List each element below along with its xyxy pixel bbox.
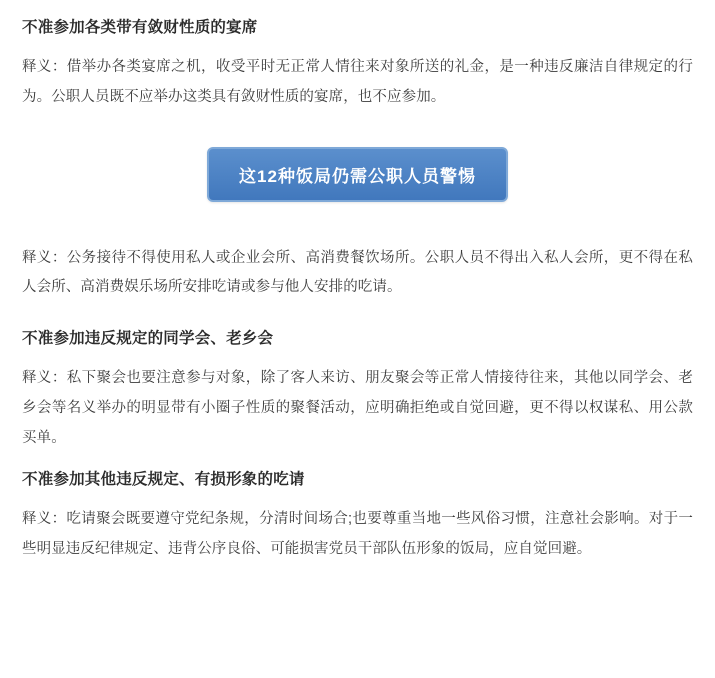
section-heading-1: 不准参加各类带有敛财性质的宴席 — [22, 19, 258, 36]
section-paragraph-3: 释义：吃请聚会既要遵守党纪条规，分清时间场合;也要尊重当地一些风俗习惯，注意社会影响。对于一些明显违反纪律规定、违背公序良俗、可能损害党员干部队伍形象的饭局，应自觉回避。 — [22, 510, 693, 557]
spacer — [22, 317, 693, 321]
section-heading-2: 不准参加违反规定的同学会、老乡会 — [22, 330, 274, 348]
paragraph-after-banner: 释义：公务接待不得使用私人或企业会所、高消费餐饮场所。公职人员不得出入私人会所，更不得在私人会所、高消费娱乐场所安排吃请或参与他人安排的吃请。 — [22, 249, 693, 296]
section-heading-3: 不准参加其他违反规定、有损形象的吃请 — [22, 470, 305, 488]
section-paragraph-2: 释义：私下聚会也要注意参与对象，除了客人来访、朋友聚会等正常人情接待往来，其他以同学会、老乡会等名义举办的明显带有小圈子性质的聚餐活动，应明确拒绝或自觉回避，更不得以权谋私、用公款买单。 — [22, 370, 693, 446]
banner-container — [22, 147, 693, 202]
section-paragraph-1: 释义：借举办各类宴席之机，收受平时无正常人情往来对象所送的礼金，是一种违反廉洁自律规定的行为。公职人员既不应举办这类具有敛财性质的宴席，也不应参加。 — [22, 59, 693, 105]
highlight-banner[interactable]: 这12种饭局仍需公职人员警惕 — [207, 147, 508, 202]
